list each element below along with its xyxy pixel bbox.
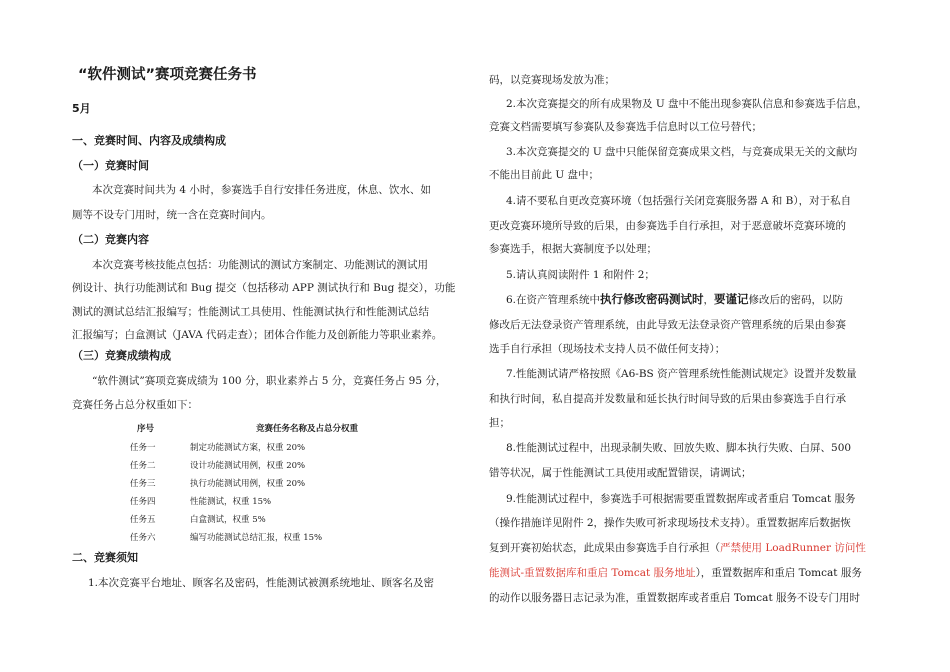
paragraph-line: 码，以竞赛现场发放为准； bbox=[489, 74, 615, 86]
paragraph-line: 3.本次竞赛提交的 U 盘中只能保留竞赛成果文档，与竞赛成果无关的文献均 bbox=[506, 146, 858, 158]
paragraph-line: 竞赛文档需要填写参赛队及参赛选手信息时以工位号替代； bbox=[489, 121, 762, 133]
table-cell-index: 任务三 bbox=[130, 479, 156, 489]
paragraph-line: （操作措施详见附件 2，操作失败可祈求现场技术支持）。重置数据库后数据恢 bbox=[489, 517, 851, 529]
paragraph-line: 参赛选手，根据大赛制度予以处理； bbox=[489, 243, 657, 255]
paragraph-line: 8.性能测试过程中，出现录制失败、回放失败、脚本执行失败、白屏、500 bbox=[506, 442, 852, 454]
subsection-content: （二）竞赛内容 bbox=[72, 233, 149, 246]
paragraph-line: 更改竞赛环境所导致的后果，由参赛选手自行承担，对于恶意破坏竞赛环境的 bbox=[489, 220, 846, 232]
month-label: 5月 bbox=[72, 102, 91, 115]
paragraph-line: 厕等不设专门用时，统一含在竞赛时间内。 bbox=[72, 209, 272, 221]
paragraph-line: 5.请认真阅读附件 1 和附件 2； bbox=[506, 269, 655, 281]
text-run: 6.在资产管理系统中 bbox=[506, 294, 601, 306]
table-cell-task: 执行功能测试用例，权重 20% bbox=[190, 479, 306, 489]
paragraph-line: 本次竞赛考核技能点包括：功能测试的测试方案制定、功能测试的测试用 bbox=[92, 259, 428, 271]
paragraph-line-warning bbox=[489, 566, 862, 580]
paragraph-line: 和执行时间，私自提高并发数量和延长执行时间导致的后果由参赛选手自行承 bbox=[489, 393, 846, 405]
paragraph-line: 的动作以服务器日志记录为准，重置数据库或者重启 Tomcat 服务不设专门用时 bbox=[489, 592, 861, 604]
table-cell-task: 编写功能测试总结汇报，权重 15% bbox=[190, 533, 323, 543]
subsection-time: （一）竞赛时间 bbox=[72, 159, 149, 172]
table-cell-index: 任务五 bbox=[130, 515, 156, 525]
table-cell-index: 任务四 bbox=[130, 497, 156, 507]
paragraph-line: 不能出目前此 U 盘中； bbox=[489, 169, 600, 181]
text-run: ， bbox=[703, 294, 715, 306]
paragraph-line: 测试的测试总结汇报编写；性能测试工具使用、性能测试执行和性能测试总结 bbox=[72, 306, 429, 318]
document-title: “软件测试”赛项竞赛任务书 bbox=[78, 67, 257, 83]
table-cell-task: 性能测试，权重 15% bbox=[190, 497, 272, 507]
paragraph-line-warning bbox=[489, 541, 866, 555]
text-run: 复到开赛初始状态，此成果由参赛选手自行承担（ bbox=[489, 542, 720, 554]
table-cell-index: 任务一 bbox=[130, 443, 156, 453]
paragraph-line: 7.性能测试请严格按照《A6-BS 资产管理系统性能测试规定》设置并发数量 bbox=[506, 368, 857, 380]
table-cell-task: 白盒测试，权重 5% bbox=[190, 515, 266, 525]
paragraph-line: 2.本次竞赛提交的所有成果物及 U 盘中不能出现参赛队信息和参赛选手信息， bbox=[506, 98, 868, 110]
section-heading-1: 一、竞赛时间、内容及成绩构成 bbox=[72, 134, 226, 147]
paragraph-line: 选手自行承担（现场技术支持人员不做任何支持）； bbox=[489, 343, 726, 355]
paragraph-line: 修改后无法登录资产管理系统，由此导致无法登录资产管理系统的后果由参赛 bbox=[489, 319, 846, 331]
emphasis-text: 要谨记 bbox=[714, 292, 749, 306]
emphasis-text: 执行修改密码测试时 bbox=[600, 292, 704, 306]
warning-text: 严禁使用 LoadRunner 访问性 bbox=[720, 542, 866, 554]
table-header-index: 序号 bbox=[137, 424, 155, 434]
paragraph-line: 4.请不要私自更改竞赛环境（包括强行关闭竞赛服务器 A 和 B），对于私自 bbox=[506, 195, 852, 207]
paragraph-line: 例设计、执行功能测试和 Bug 提交（包括移动 APP 测试执行和 Bug 提交），功能 bbox=[72, 282, 456, 294]
paragraph-line: “软件测试”赛项竞赛成绩为 100 分，职业素养占 5 分，竞赛任务占 95 分， bbox=[92, 375, 447, 387]
section-heading-2: 二、竞赛须知 bbox=[72, 551, 138, 564]
table-cell-index: 任务二 bbox=[130, 461, 156, 471]
table-cell-index: 任务六 bbox=[130, 533, 156, 543]
paragraph-line: 错等状况，属于性能测试工具使用或配置错误，请调试； bbox=[489, 467, 752, 479]
paragraph-line-emphasis bbox=[506, 292, 843, 307]
text-run: ），重置数据库和重启 Tomcat 服务 bbox=[695, 567, 862, 579]
paragraph-line: 担； bbox=[489, 417, 510, 429]
table-cell-task: 制定功能测试方案，权重 20% bbox=[190, 443, 306, 453]
paragraph-line: 竞赛任务占总分权重如下： bbox=[72, 399, 198, 411]
paragraph-line: 1.本次竞赛平台地址、顾客名及密码，性能测试被测系统地址、顾客名及密 bbox=[88, 577, 435, 589]
subsection-score: （三）竞赛成绩构成 bbox=[72, 349, 171, 362]
text-run: 修改后的密码，以防 bbox=[748, 294, 844, 306]
paragraph-line: 汇报编写；白盒测试（JAVA 代码走查）；团体合作能力及创新能力等职业素养。 bbox=[72, 329, 443, 341]
paragraph-line: 9.性能测试过程中，参赛选手可根据需要重置数据库或者重启 Tomcat 服务 bbox=[506, 493, 856, 505]
warning-text: 能测试-重置数据库和重启 Tomcat 服务地址 bbox=[489, 567, 696, 579]
table-header-task: 竞赛任务名称及占总分权重 bbox=[256, 424, 359, 434]
table-cell-task: 设计功能测试用例，权重 20% bbox=[190, 461, 306, 471]
paragraph-line: 本次竞赛时间共为 4 小时，参赛选手自行安排任务进度，休息、饮水、如 bbox=[92, 184, 431, 196]
